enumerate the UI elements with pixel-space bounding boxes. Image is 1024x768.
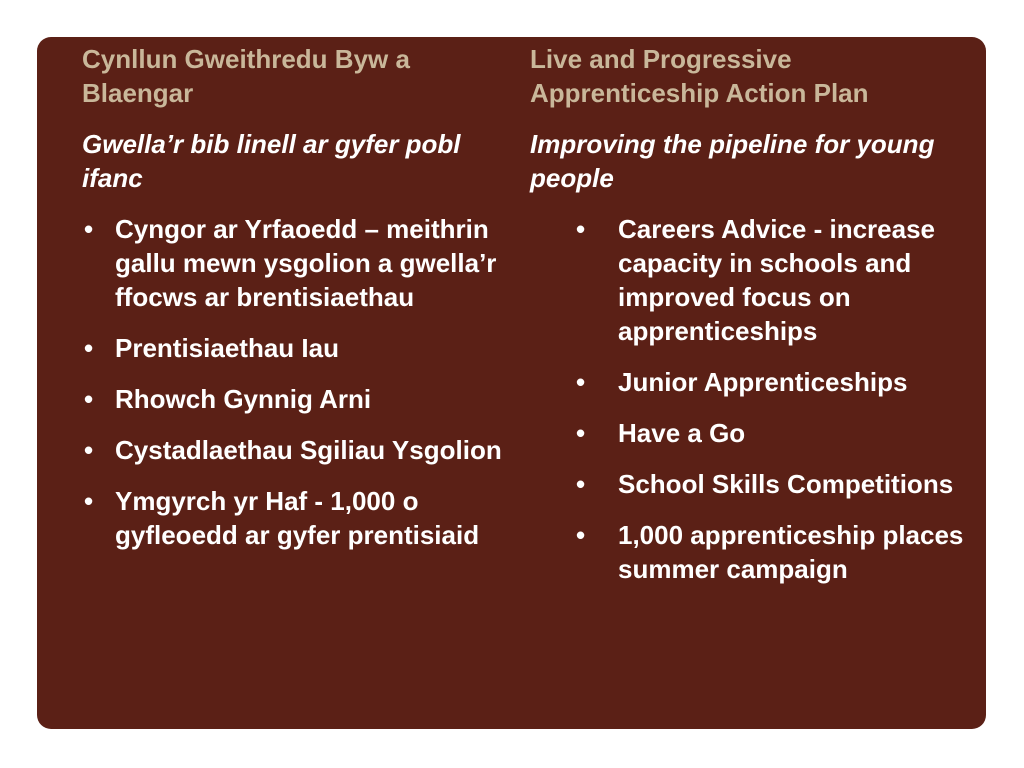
english-item-text: Have a Go [618, 418, 746, 448]
welsh-list-item [82, 212, 512, 314]
welsh-bullet-list [82, 212, 512, 552]
english-list-item [530, 467, 970, 501]
bullet-icon: • [84, 214, 94, 244]
english-column [530, 42, 970, 603]
bullet-icon: • [576, 520, 586, 550]
welsh-list-item [82, 433, 512, 467]
welsh-list-item [82, 382, 512, 416]
bullet-icon: • [84, 435, 94, 465]
english-subheading: Improving the pipeline for young people [530, 129, 935, 193]
english-item-text: School Skills Competitions [618, 469, 954, 499]
english-list-item [530, 416, 970, 450]
english-item-text: 1,000 apprenticeship places summer campaign [618, 520, 964, 584]
english-heading: Live and Progressive Apprenticeship Action Plan [530, 44, 869, 108]
english-list-item [530, 365, 970, 399]
welsh-item-text: Cyngor ar Yrfaoedd – meithrin gallu mewn ysgolion a gwella’r ffocws ar brentisiaethau [115, 214, 497, 312]
english-item-text: Careers Advice - increase capacity in schools and improved focus on apprenticeships [618, 214, 936, 346]
welsh-subheading: Gwella’r bib linell ar gyfer pobl ifanc [82, 129, 461, 193]
welsh-heading: Cynllun Gweithredu Byw a Blaengar [82, 44, 410, 108]
welsh-item-text: Cystadlaethau Sgiliau Ysgolion [115, 435, 502, 465]
welsh-item-text: Prentisiaethau Iau [115, 333, 339, 363]
english-list-item [530, 518, 970, 586]
welsh-list-item [82, 484, 512, 552]
english-item-text: Junior Apprenticeships [618, 367, 908, 397]
bullet-icon: • [84, 384, 94, 414]
bullet-icon: • [576, 367, 586, 397]
welsh-list-item [82, 331, 512, 365]
welsh-column [82, 42, 512, 569]
bullet-icon: • [576, 469, 586, 499]
english-bullet-list [530, 212, 970, 586]
welsh-item-text: Ymgyrch yr Haf - 1,000 o gyfleoedd ar gyfer prentisiaid [115, 486, 480, 550]
english-list-item [530, 212, 970, 348]
bullet-icon: • [576, 418, 586, 448]
bullet-icon: • [84, 333, 94, 363]
bullet-icon: • [576, 214, 586, 244]
bullet-icon: • [84, 486, 94, 516]
welsh-item-text: Rhowch Gynnig Arni [115, 384, 372, 414]
